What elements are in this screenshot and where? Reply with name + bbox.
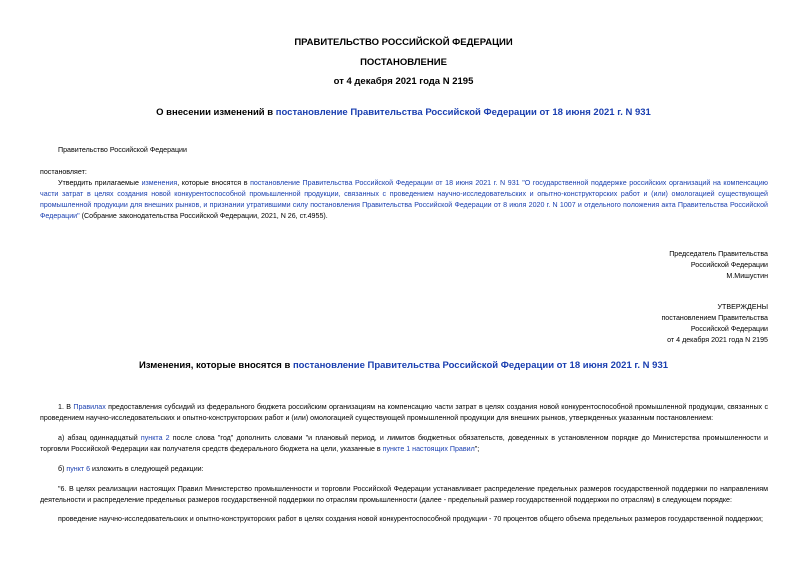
point-2-link[interactable]: пункта 2 [140,434,170,442]
intro-paragraph [40,178,768,222]
document-title [0,107,807,118]
item-a-a: а) абзац одиннадцатый [58,434,141,442]
header-org: ПРАВИТЕЛЬСТВО РОССИЙСКОЙ ФЕДЕРАЦИИ [294,37,513,48]
changes-title-prefix: Изменения, которые вносятся в [138,360,293,371]
issuer: Правительство Российской Федерации [58,146,187,154]
intro-p3: (Собрание законодательства Российской Федерации, 2021, N 26, ст.4955). [79,212,328,220]
changes-title [0,360,807,371]
decides: постановляет: [40,168,87,176]
item-b-b: изложить в следующей редакции: [90,465,204,473]
header-doc-type: ПОСТАНОВЛЕНИЕ [360,57,447,68]
item-a-b: после слова "год" дополнить словами "и плановый период, и лимитов бюджетных обязательств, доведенных в установленном порядке до Министерства промышленности и торговли Российской Федерации как получателя средств федерального бюджета на цели, указанные в [40,434,768,453]
approved-line-2: постановлением Правительства [661,314,768,322]
intro-changes-link[interactable]: изменения [141,179,178,187]
item-b [58,464,204,475]
title-prefix: О внесении изменений в [156,107,276,118]
item1-a: 1. В [58,403,74,411]
header-date-number: от 4 декабря 2021 года N 2195 [333,76,474,87]
intro-p2: , которые вносятся в [177,179,251,187]
intro-decree-link[interactable]: постановление Правительства Российской Федерации от 18 июня 2021 г. N 931 "О государственной поддержке российских организаций на компенсацию части затрат в целях создания новой конкурентоспособной промышленной продукции, связанных с проведением научно-исследовательских и опытно-конструкторских работ и (или) омологацией существующей промышленной продукции для внешних рынков, и признании утратившими силу постановления Правительства Российской Федерации от 8 июля 2020 г. N 1007 и отдельного положения акта Правительства Российской Федерации" [40,179,768,220]
item-1 [40,402,768,424]
item-6: "6. В целях реализации настоящих Правил Министерство промышленности и торговли Российской Федерации устанавливает распределение предельных размеров государственной поддержки по направлениям деятельности и распределение предельных размеров государственной поддержки по отраслям промышленности (далее - предельный размер государственной поддержки по отраслям) в следующем порядке: [40,485,768,504]
item-a-c: "; [474,445,480,453]
approved-line-3: Российской Федерации [690,325,768,333]
signature-name: М.Мишустин [726,272,768,280]
changes-title-link[interactable]: постановление Правительства Российской Федерации от 18 июня 2021 г. N 931 [292,360,669,371]
point-6-link[interactable]: пункт 6 [66,465,91,473]
approved-line-4: от 4 декабря 2021 года N 2195 [667,336,768,344]
item1-b: предоставления субсидий из федерального бюджета российским организациям на компенсацию части затрат в целях создания новой конкурентоспособной промышленной продукции, связанных с проведением научно-исследовательских и опытно-конструкторских работ и (или) омологацией существующей промышленной продукции для внешних рынков, утвержденных указанным постановлением: [40,403,769,422]
last-paragraph: проведение научно-исследовательских и опытно-конструкторских работ в целях создания новой конкурентоспособной продукции - 70 процентов общего объема предельных размеров государственной поддержки; [58,515,763,523]
title-link[interactable]: постановление Правительства Российской Федерации от 18 июня 2021 г. N 931 [275,107,651,118]
point-1-link[interactable]: пункте 1 настоящих Правил [382,445,475,453]
approved-title: УТВЕРЖДЕНЫ [717,303,768,311]
item-b-a: б) [58,465,67,473]
signature-position-1: Председатель Правительства [669,250,768,258]
signature-position-2: Российской Федерации [690,261,768,269]
item-a [40,433,768,455]
intro-p1: Утвердить прилагаемые [58,179,142,187]
rules-link[interactable]: Правилах [73,403,106,411]
